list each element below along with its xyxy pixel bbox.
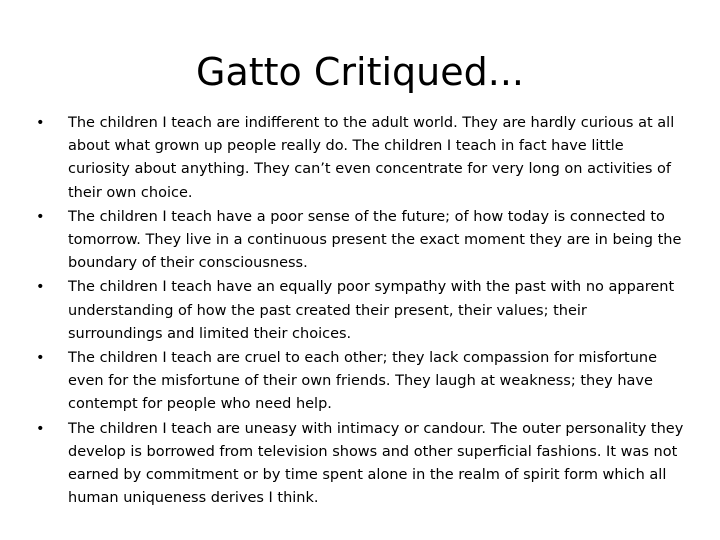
bullet-text: The children I teach are indifferent to the adult world. They are hardly curious at all about what grown up people really do. The children I teach in fact have little curiosity about anything. They can’t even concentrate for very long on activities of their own choice. [68,115,675,201]
list-item [36,112,686,205]
bullet-icon: • [36,350,45,367]
bullet-text: The children I teach are cruel to each other; they lack compassion for misfortune even for the misfortune of their own friends. They laugh at weakness; they have contempt for people who need help. [68,350,658,413]
bullet-icon: • [36,420,45,437]
slide-title: Gatto Critiqued... [196,50,524,94]
bullet-text: The children I teach have a poor sense of the future; of how today is connected to tomorrow. They live in a continuous present the exact moment they are in being the boundary of their consciousness. [68,208,682,272]
bullet-text: The children I teach are uneasy with intimacy or candour. The outer personality they develop is borrowed from television shows and other superficial fashions. It was not earned by commitment or by time spent alone in the realm of spirit form which all human uniqueness derives I think. [68,420,684,507]
bullet-icon: • [36,115,45,131]
list-item [36,276,686,346]
list-item [36,206,686,276]
list-item [36,418,686,511]
bullet-icon: • [36,279,45,296]
bullet-list [36,112,686,511]
list-item [36,347,686,417]
bullet-text: The children I teach have an equally poor sympathy with the past with no apparent understanding of how the past created their present, their values; their surroundings and limited their choices. [68,279,675,342]
bullet-icon: • [36,208,45,225]
